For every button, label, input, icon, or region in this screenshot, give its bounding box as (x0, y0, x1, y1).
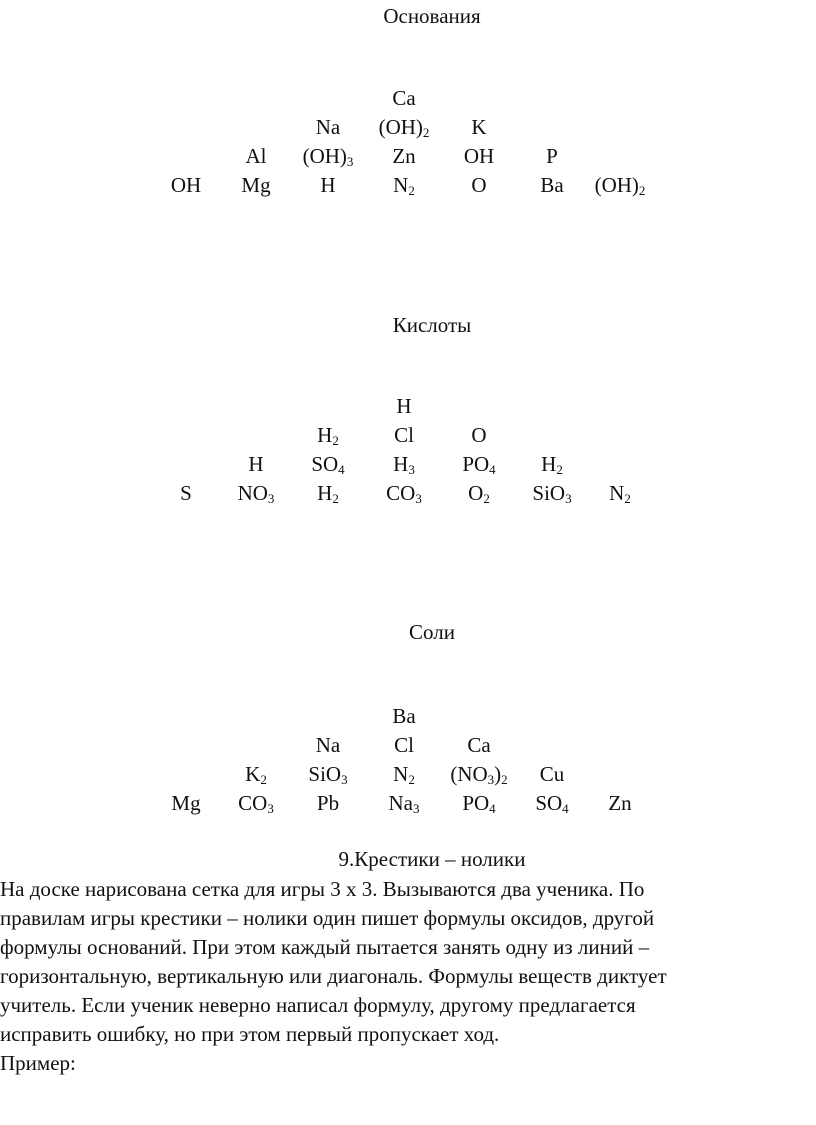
formula-cell: Mg (171, 791, 201, 815)
formula-cell: $H_2$ (317, 423, 339, 448)
formula-cell: OH (170, 173, 202, 197)
formula-cell: $PO_4$ (462, 791, 496, 816)
formula-cell: P (546, 144, 558, 168)
paragraph-line: правилам игры крестики – нолики один пишет формулы оксидов, другой (0, 906, 655, 930)
formula-cell: $H_2$ (541, 452, 563, 477)
formula-cell: $Na_3$ (388, 791, 420, 816)
formula-cell: Cl (394, 733, 414, 757)
formula-cell: Cl (394, 423, 414, 447)
formula-cell: SiO$_3$ (532, 481, 572, 506)
formula-cell: $N_2$ (393, 762, 415, 787)
formula-cell: H (396, 394, 412, 418)
formula-cell: Na (315, 115, 341, 139)
section-title-salts: Соли (409, 620, 455, 644)
formula-cell: $(NO_3)_2$ (450, 762, 508, 787)
formula-cell: $PO_4$ (462, 452, 496, 477)
formula-cell: H (248, 452, 264, 476)
formula-cell: $H_2$ (317, 481, 339, 506)
paragraph-line: Пример: (0, 1051, 76, 1075)
paragraph-line: учитель. Если ученик неверно написал формулу, другому предлагается (0, 993, 636, 1017)
formula-cell: Ba (392, 704, 416, 728)
formula-cell: $(OH)_2$ (594, 173, 646, 198)
formula-cell: SiO$_3$ (308, 762, 348, 787)
paragraph-line: На доске нарисована сетка для игры 3 х 3. Вызываются два ученика. По (0, 877, 645, 901)
game-title: 9.Крестики – нолики (338, 847, 526, 871)
formula-cell: K (471, 115, 487, 139)
formula-cell: $(OH)_2$ (378, 115, 430, 140)
formula-cell: Ca (392, 86, 416, 110)
section-title-acids: Кислоты (392, 313, 472, 337)
paragraph-line: формулы оснований. При этом каждый пытается занять одну из линий – (0, 935, 650, 959)
formula-cell: $K_2$ (245, 762, 267, 787)
formula-cell: Na (315, 733, 341, 757)
paragraph-line: горизонтальную, вертикальную или диагональ. Формулы веществ диктует (0, 964, 667, 988)
formula-cell: Al (245, 144, 267, 168)
formula-cell: $N_2$ (393, 173, 415, 198)
section-title-bases: Основания (383, 4, 481, 28)
formula-cell: Ca (467, 733, 491, 757)
formula-cell: S (180, 481, 192, 505)
formula-cell: Cu (539, 762, 565, 786)
formula-cell: O (471, 173, 487, 197)
formula-cell: O (471, 423, 487, 447)
formula-cell: Pb (316, 791, 340, 815)
formula-cell: H (320, 173, 336, 197)
formula-cell: $NO_3$ (237, 481, 275, 506)
formula-cell: $CO_3$ (386, 481, 422, 506)
formula-cell: $H_3$ (393, 452, 415, 477)
paragraph-line: исправить ошибку, но при этом первый пропускает ход. (0, 1022, 500, 1046)
formula-cell: $SO_4$ (535, 791, 569, 816)
formula-cell: Mg (241, 173, 271, 197)
formula-cell: OH (463, 144, 495, 168)
formula-cell: $SO_4$ (311, 452, 345, 477)
formula-cell: Ba (540, 173, 564, 197)
formula-cell: $O_2$ (468, 481, 490, 506)
formula-cell: Zn (392, 144, 416, 168)
formula-cell: $N_2$ (609, 481, 631, 506)
formula-cell: $(OH)_3$ (302, 144, 354, 169)
formula-cell: Zn (608, 791, 632, 815)
formula-cell: $CO_3$ (238, 791, 274, 816)
